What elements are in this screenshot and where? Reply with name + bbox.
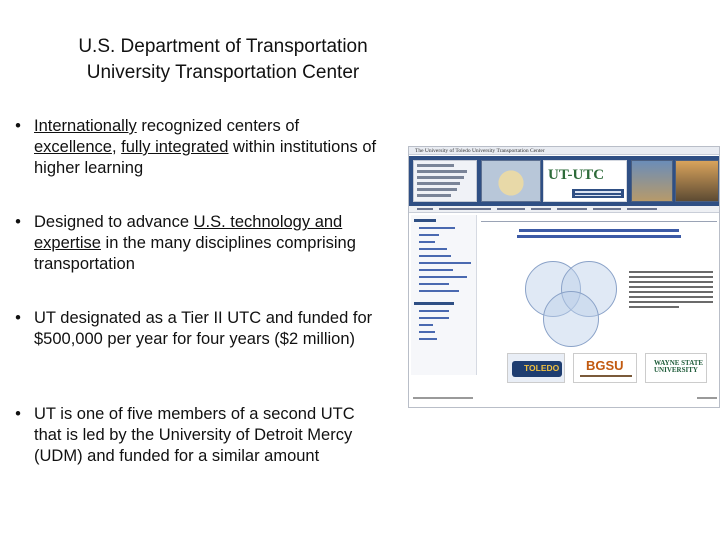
bgsu-logo: BGSU: [573, 353, 637, 383]
website-sidebar: [411, 215, 477, 375]
bullet-text: [34, 308, 378, 350]
transport-photo-rail: [675, 160, 719, 202]
website-nav-bar: [409, 206, 719, 213]
website-banner: [409, 156, 719, 206]
bullet-text: [34, 404, 378, 467]
bullet-dot: •: [15, 213, 21, 231]
bullet-dot: •: [15, 405, 21, 423]
transport-photo-ship: [631, 160, 673, 202]
website-header-title: The University of Toledo University Transportation Center: [415, 148, 545, 154]
text-segment: UT designated as a Tier II UTC and funded for $500,000 per year for four years ($2 million): [34, 309, 373, 348]
text-segment: UT is one of five members of a second UTC that is led by the University of Detroit Mercy (UDM) and funded for a similar amount: [34, 405, 355, 465]
website-footer: [413, 397, 717, 399]
website-main: [481, 215, 717, 375]
utc-logo: UT-UTC: [548, 167, 605, 183]
text-segment: in the many disciplines comprising transportation: [34, 234, 356, 273]
venn-circle-infrastructure: [543, 291, 599, 347]
bullet-text: [34, 212, 378, 275]
text-segment: recognized centers of: [136, 117, 300, 135]
text-segment: Designed to advance: [34, 213, 194, 231]
bullet-text: [34, 116, 378, 179]
website-body-text: [629, 271, 713, 321]
text-segment: within institutions of higher learning: [34, 138, 377, 177]
contact-info-box: [413, 160, 477, 202]
toledo-logo: TOLEDO: [507, 353, 565, 383]
underlined-text: U.S. technology and expertise: [34, 213, 343, 252]
utc-logo-panel: [543, 160, 627, 202]
bullet-dot: •: [15, 309, 21, 327]
bullet-dot: •: [15, 117, 21, 135]
website-screenshot: [408, 146, 720, 408]
map-image: [481, 160, 541, 202]
underlined-text: fully integrated: [121, 138, 229, 156]
utc-logo-subtitle: [572, 189, 624, 198]
title-line-2: University Transportation Center: [86, 62, 360, 83]
underlined-text: Internationally: [34, 117, 137, 135]
website-header: [409, 147, 719, 155]
slide-title: [0, 34, 446, 86]
title-line-1: U.S. Department of Transportation: [78, 36, 368, 57]
underlined-text: excellence: [34, 138, 112, 156]
wayne-state-logo: WAYNE STATE UNIVERSITY: [645, 353, 707, 383]
text-segment: ,: [111, 138, 122, 156]
partner-logos: [507, 353, 707, 387]
